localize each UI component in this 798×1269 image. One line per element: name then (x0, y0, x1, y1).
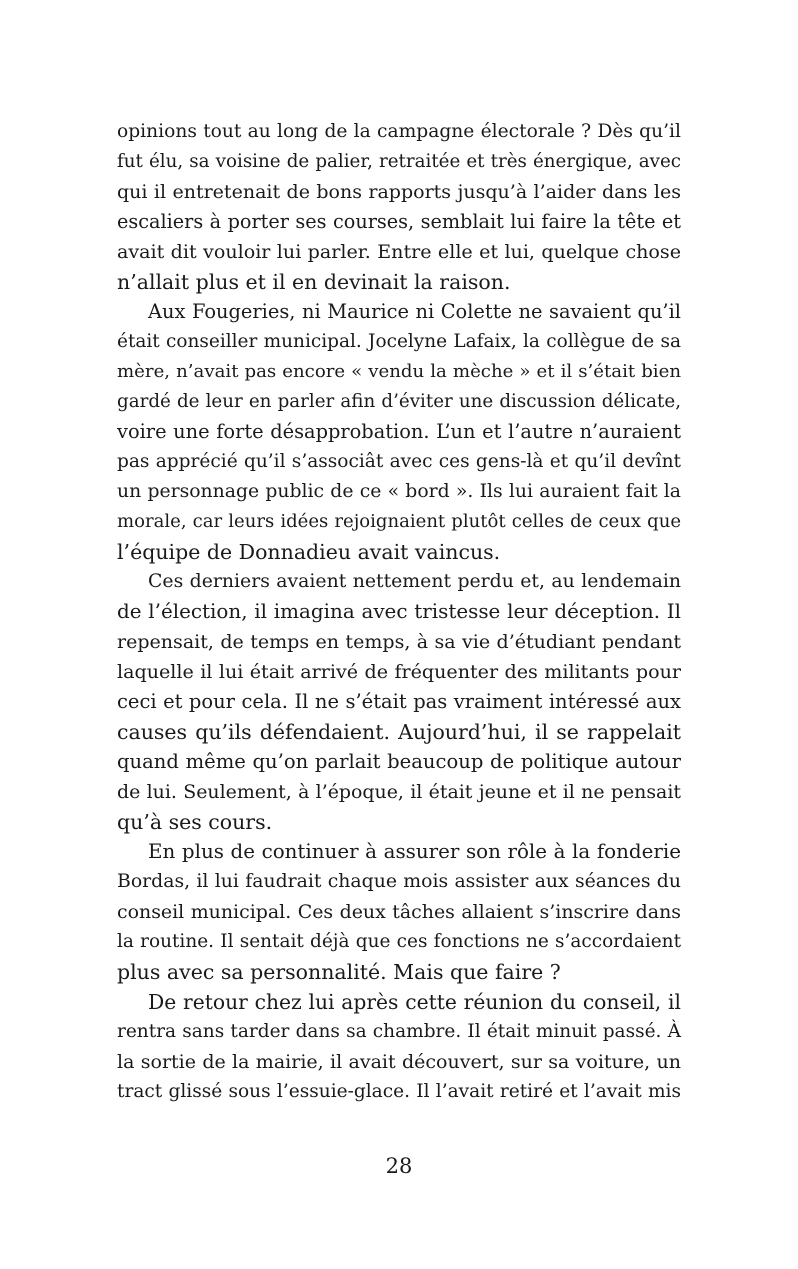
text-line: laquelle il lui était arrivé de fréquenter des militants pour (117, 660, 681, 683)
text-line: n’allait plus et il en devinait la raison. (117, 270, 511, 294)
text-line: mère, n’avait pas encore « vendu la mèche » et il s’était bien (117, 361, 681, 382)
text-line: voire une forte désapprobation. L’un et l’autre n’auraient (117, 420, 681, 443)
text-line: plus avec sa personnalité. Mais que faire ? (117, 960, 561, 984)
text-line: tract glissé sous l’essuie-glace. Il l’avait retiré et l’avait mis (117, 1081, 681, 1102)
text-line: ceci et pour cela. Il ne s’était pas vraiment intéressé aux (117, 690, 681, 713)
text-line: De retour chez lui après cette réunion du conseil, il (148, 990, 681, 1014)
text-line: morale, car leurs idées rejoignaient plutôt celles de ceux que (117, 511, 681, 532)
text-line: était conseiller municipal. Jocelyne Lafaix, la collègue de sa (117, 331, 681, 352)
text-line: qui il entretenait de bons rapports jusqu’à l’aider dans les (117, 181, 681, 203)
text-line: opinions tout au long de la campagne électorale ? Dès qu’il (117, 121, 681, 142)
text-line: fut élu, sa voisine de palier, retraitée et très énergique, avec (117, 151, 681, 172)
text-line: de l’élection, il imagina avec tristesse leur déception. Il (117, 600, 681, 623)
text-line: avait dit vouloir lui parler. Entre elle et lui, quelque chose (117, 240, 681, 263)
text-line: conseil municipal. Ces deux tâches allaient s’inscrire dans (117, 901, 681, 923)
text-line: pas apprécié qu’il s’associât avec ces gens-là et qu’il devînt (117, 451, 681, 472)
text-line: repensait, de temps en temps, à sa vie d’étudiant pendant (117, 631, 681, 653)
text-line: gardé de leur en parler afin d’éviter une discussion délicate, (117, 391, 681, 412)
text-line: Aux Fougeries, ni Maurice ni Colette ne savaient qu’il (148, 300, 681, 323)
text-line: causes qu’ils défendaient. Aujourd’hui, il se rappelait (117, 720, 681, 744)
text-line: la routine. Il sentait déjà que ces fonctions ne s’accordaient (117, 931, 681, 952)
body-text (117, 117, 681, 1107)
text-line: rentra sans tarder dans sa chambre. Il était minuit passé. À (117, 1021, 681, 1042)
text-line: l’équipe de Donnadieu avait vaincus. (117, 540, 501, 564)
text-line: Ces derniers avaient nettement perdu et, au lendemain (148, 571, 681, 592)
text-line: En plus de continuer à assurer son rôle à la fonderie (148, 840, 681, 863)
text-line: de lui. Seulement, à l’époque, il était jeune et il ne pensait (117, 781, 681, 803)
text-line: quand même qu’on parlait beaucoup de politique autour (117, 750, 681, 773)
text-line: escaliers à porter ses courses, semblait lui faire la tête et (117, 210, 681, 233)
text-line: la sortie de la mairie, il avait découvert, sur sa voiture, un (117, 1051, 681, 1073)
text-line: qu’à ses cours. (117, 810, 273, 834)
text-line: un personnage public de ce « bord ». Ils lui auraient fait la (117, 481, 681, 502)
page-number: 28 (385, 1154, 413, 1178)
text-line: Bordas, il lui faudrait chaque mois assister aux séances du (117, 871, 681, 892)
